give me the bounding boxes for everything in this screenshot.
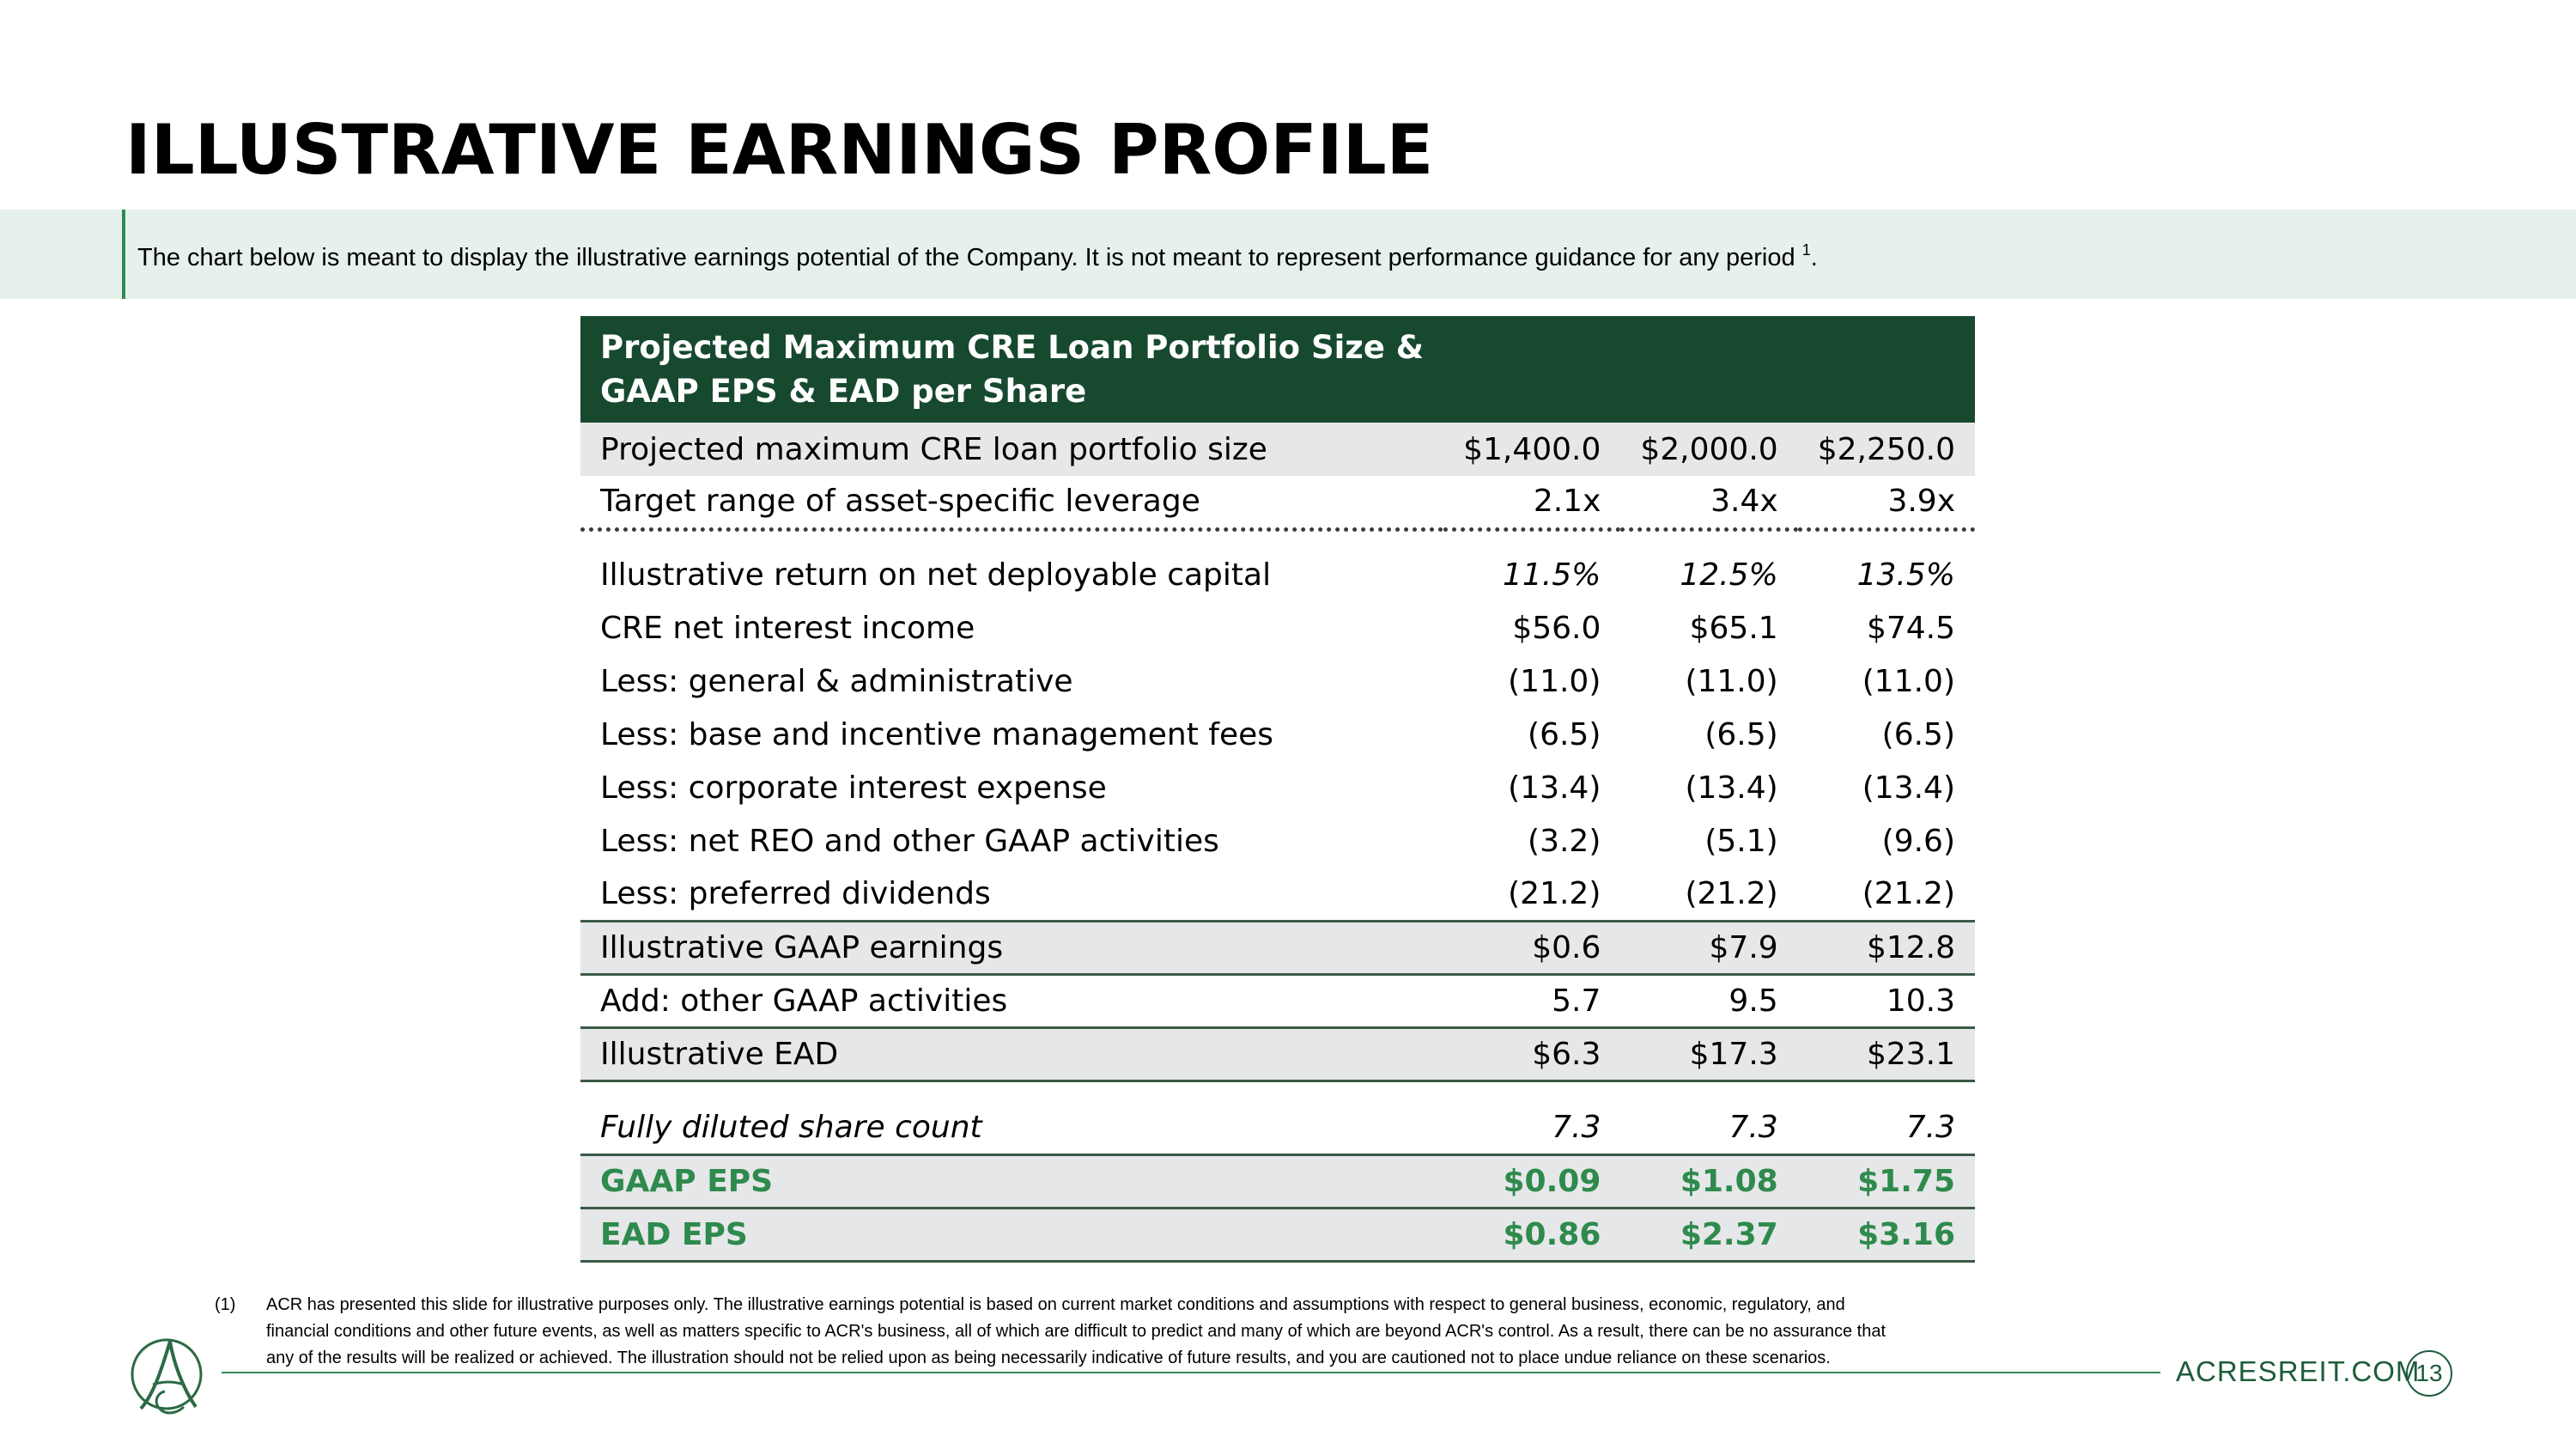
row-value: 3.4x (1620, 476, 1797, 529)
row-value: 7.3 (1620, 1101, 1797, 1154)
table-row (580, 1208, 1975, 1261)
row-label: Projected maximum CRE loan portfolio size (580, 423, 1443, 476)
row-value: $65.1 (1689, 610, 1778, 646)
footnote-line: ACR has presented this slide for illustrative purposes only. The illustrative earnings potential is based on current market conditions and assumptions with respect to general business, economic, regulatory, and (266, 1295, 1845, 1314)
row-value: (21.2) (1508, 875, 1601, 911)
row-label: GAAP EPS (580, 1154, 1443, 1208)
table-row (580, 423, 1975, 476)
row-label: Less: preferred dividends (600, 875, 991, 911)
row-value: $0.6 (1443, 921, 1620, 974)
table-row (580, 1154, 1975, 1208)
row-value: 12.5% (1680, 557, 1778, 593)
row-label: Illustrative GAAP earnings (580, 921, 1443, 974)
row-value: (21.2) (1685, 875, 1778, 911)
row-value: 9.5 (1620, 974, 1797, 1027)
row-label: Less: base and incentive management fees (600, 716, 1274, 752)
table-row (580, 548, 1975, 601)
row-value: $0.09 (1443, 1154, 1620, 1208)
row-value: $23.1 (1798, 1027, 1975, 1081)
intro-banner-accent (122, 210, 125, 299)
row-value: $2,250.0 (1798, 423, 1975, 476)
table-header-line2: GAAP EPS & EAD per Share (600, 373, 1087, 410)
row-value: $2,000.0 (1620, 423, 1797, 476)
table-row (580, 921, 1975, 974)
intro-footnote-ref: 1 (1801, 241, 1811, 259)
website-link[interactable]: ACRESREIT.COM (2176, 1355, 2421, 1387)
row-value: (13.4) (1508, 770, 1601, 806)
row-value: $17.3 (1620, 1027, 1797, 1081)
page-number: 13 (2406, 1350, 2452, 1397)
row-value: (9.6) (1881, 823, 1955, 859)
row-value: (13.4) (1862, 770, 1955, 806)
row-label: Target range of asset-specific leverage (580, 476, 1443, 529)
row-value: (3.2) (1528, 823, 1601, 859)
row-value: $12.8 (1798, 921, 1975, 974)
row-value: $1,400.0 (1443, 423, 1620, 476)
row-value: $1.08 (1620, 1154, 1797, 1208)
row-value: (6.5) (1704, 716, 1778, 752)
row-label: Fully diluted share count (580, 1101, 1443, 1154)
table-header-row (580, 316, 1975, 423)
row-value: 2.1x (1443, 476, 1620, 529)
row-value: (11.0) (1685, 663, 1778, 699)
row-label: CRE net interest income (600, 610, 975, 646)
row-value: $7.9 (1620, 921, 1797, 974)
table-row (580, 654, 1975, 708)
table-row (580, 761, 1975, 814)
intro-text-body: The chart below is meant to display the illustrative earnings potential of the Company. It is not meant to represent performance guidance for any period (137, 244, 1795, 271)
row-value: (6.5) (1881, 716, 1955, 752)
row-label: Less: corporate interest expense (600, 770, 1107, 806)
footnote-number: (1) (215, 1295, 236, 1314)
table-row (580, 1101, 1975, 1154)
row-value: (11.0) (1508, 663, 1601, 699)
row-label: Illustrative EAD (580, 1027, 1443, 1081)
row-value: $56.0 (1512, 610, 1601, 646)
intro-text-end: . (1810, 244, 1818, 271)
table-row (580, 476, 1975, 529)
row-value: $2.37 (1620, 1208, 1797, 1261)
row-label: EAD EPS (580, 1208, 1443, 1261)
footnote-line: any of the results will be realized or achieved. The illustration should not be relied upon as being necessarily indicative of future results, and you are cautioned not to place undue reliance on these scenarios. (266, 1349, 1831, 1367)
table-row (580, 708, 1975, 761)
row-value: 3.9x (1798, 476, 1975, 529)
row-label: Less: general & administrative (600, 663, 1073, 699)
intro-text (137, 241, 1818, 272)
row-label: Add: other GAAP activities (580, 974, 1443, 1027)
row-value: $6.3 (1443, 1027, 1620, 1081)
row-value: (21.2) (1862, 875, 1955, 911)
row-value: 7.3 (1443, 1101, 1620, 1154)
row-value: (13.4) (1685, 770, 1778, 806)
footnote-text (266, 1292, 2140, 1372)
row-label: Illustrative return on net deployable capital (600, 557, 1272, 593)
row-value: 13.5% (1856, 557, 1955, 593)
row-value: $3.16 (1798, 1208, 1975, 1261)
footer-divider (222, 1372, 2160, 1373)
footnote-line: financial conditions and other future events, as well as matters specific to ACR's business, all of which are difficult to predict and many of which are beyond ACR's control. As a result, there can be no assurance that (266, 1322, 1886, 1341)
table-header-line1: Projected Maximum CRE Loan Portfolio Size & (600, 329, 1425, 366)
row-value: 11.5% (1503, 557, 1601, 593)
table-header (580, 316, 1443, 423)
row-value: (5.1) (1704, 823, 1778, 859)
row-value: 10.3 (1798, 974, 1975, 1027)
table-row (580, 601, 1975, 654)
row-value: $74.5 (1866, 610, 1955, 646)
acres-monogram-icon (122, 1331, 208, 1417)
table-row (580, 1027, 1975, 1081)
row-label: Less: net REO and other GAAP activities (600, 823, 1219, 859)
row-value: $0.86 (1443, 1208, 1620, 1261)
earnings-table (580, 316, 1975, 1263)
table-row (580, 974, 1975, 1027)
row-value: $1.75 (1798, 1154, 1975, 1208)
table-row (580, 868, 1975, 921)
row-value: 5.7 (1443, 974, 1620, 1027)
row-value: (6.5) (1528, 716, 1601, 752)
row-value: 7.3 (1798, 1101, 1975, 1154)
page-title: ILLUSTRATIVE EARNINGS PROFILE (125, 110, 1434, 190)
table-row (580, 814, 1975, 868)
footnote (216, 1292, 2140, 1372)
row-value: (11.0) (1862, 663, 1955, 699)
